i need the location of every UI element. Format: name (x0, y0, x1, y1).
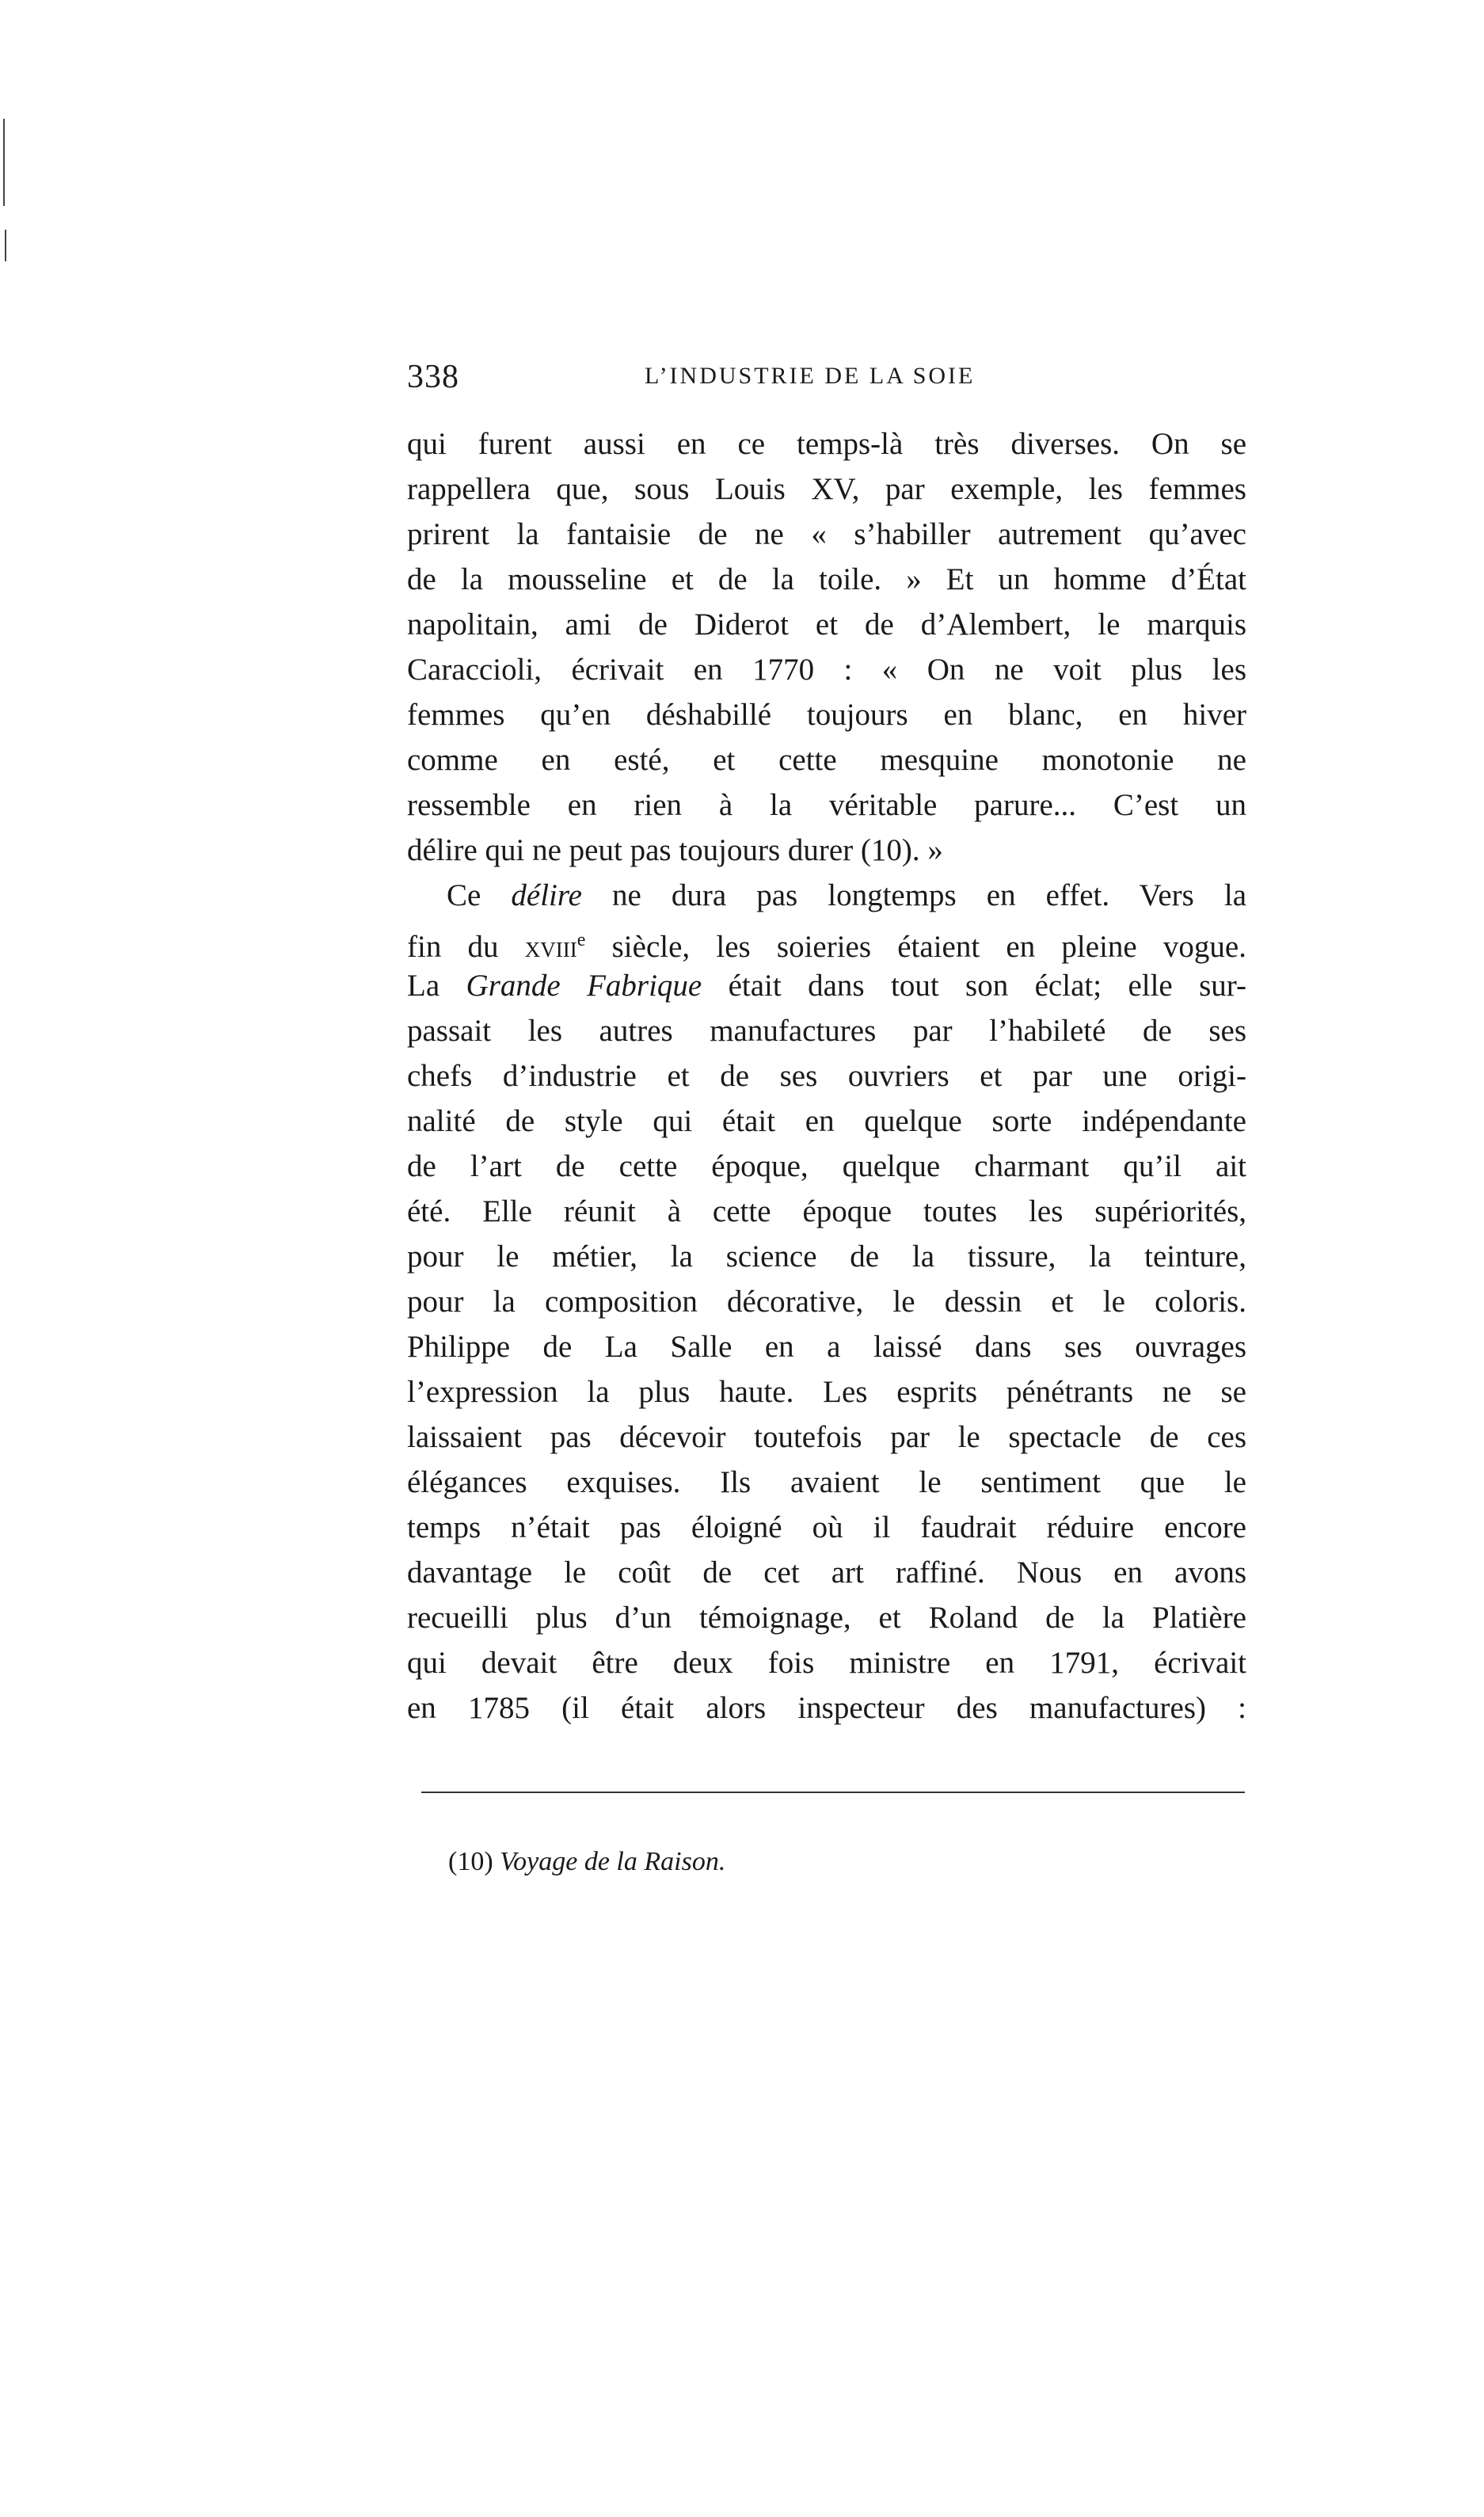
text-line: pour la composition décorative, le dessin et le coloris. (407, 1285, 1246, 1319)
footnote (448, 1847, 725, 1877)
text-line: élégances exquises. Ils avaient le sentiment que le (407, 1465, 1246, 1499)
text-line: recueilli plus d’un témoignage, et Roland de la Platière (407, 1601, 1246, 1635)
text-line: pour le métier, la science de la tissure, la teinture, (407, 1239, 1246, 1274)
text-line: comme en esté, et cette mesquine monotonie ne (407, 743, 1246, 777)
text-line: de l’art de cette époque, quelque charmant qu’il ait (407, 1149, 1246, 1183)
text-line: qui devait être deux fois ministre en 1791, écrivait (407, 1646, 1246, 1680)
century-superscript: e (576, 930, 586, 950)
text-line: qui furent aussi en ce temps-là très diverses. On se (407, 427, 1246, 461)
text-line: ressemble en rien à la véritable parure... C’est un (407, 788, 1246, 822)
emphasis-grande-fabrique: Grande Fabrique (466, 969, 702, 1003)
text-line: napolitain, ami de Diderot et de d’Alembert, le marquis (407, 607, 1246, 642)
text-line: Caraccioli, écrivait en 1770 : « On ne voit plus les (407, 653, 1246, 687)
text-line: davantage le coût de cet art raffiné. Nous en avons (407, 1556, 1246, 1590)
century-numeral: xviii (524, 930, 577, 964)
text-line: passait les autres manufactures par l’habileté de ses (407, 1014, 1246, 1048)
emphasis-delire: délire (511, 878, 582, 912)
scan-margin-mark (3, 119, 5, 206)
text-line: laissaient pas décevoir toutefois par le spectacle de ces (407, 1420, 1246, 1454)
text-line: Ce délire ne dura pas longtemps en effet. Vers la (447, 878, 1246, 912)
body-text (407, 421, 1246, 1731)
running-head (407, 358, 1246, 406)
text-line: femmes qu’en déshabillé toujours en blanc, en hiver (407, 698, 1246, 732)
text-line: Philippe de La Salle en a laissé dans ses ouvrages (407, 1330, 1246, 1364)
text-line: délire qui ne peut pas toujours durer (10). » (407, 833, 943, 867)
footnote-title: Voyage de la Raison. (500, 1847, 726, 1876)
text-line: été. Elle réunit à cette époque toutes les supériorités, (407, 1194, 1246, 1228)
text-line: temps n’était pas éloigné où il faudrait réduire encore (407, 1510, 1246, 1544)
text-line: l’expression la plus haute. Les esprits pénétrants ne se (407, 1375, 1246, 1409)
text-line: rappellera que, sous Louis XV, par exemple, les femmes (407, 472, 1246, 506)
text-line: en 1785 (il était alors inspecteur des manufactures) : (407, 1691, 1246, 1725)
text-line: chefs d’industrie et de ses ouvriers et par une origi- (407, 1059, 1246, 1093)
text-line: fin du xviii$^e$ siècle, les soieries étaient en pleine vogue. (407, 930, 1246, 964)
footnote-marker: (10) (448, 1847, 493, 1876)
footnote-divider (421, 1792, 1245, 1793)
text-line: de la mousseline et de la toile. » Et un homme d’État (407, 562, 1246, 596)
text-line: prirent la fantaisie de ne « s’habiller autrement qu’avec (407, 517, 1246, 551)
text-line: nalité de style qui était en quelque sorte indépendante (407, 1104, 1246, 1138)
scan-margin-mark (5, 230, 6, 261)
running-title: L’INDUSTRIE DE LA SOIE (645, 363, 976, 389)
page-number: 338 (407, 359, 459, 395)
text-line: La Grande Fabrique était dans tout son éclat; elle sur- (407, 969, 1246, 1003)
